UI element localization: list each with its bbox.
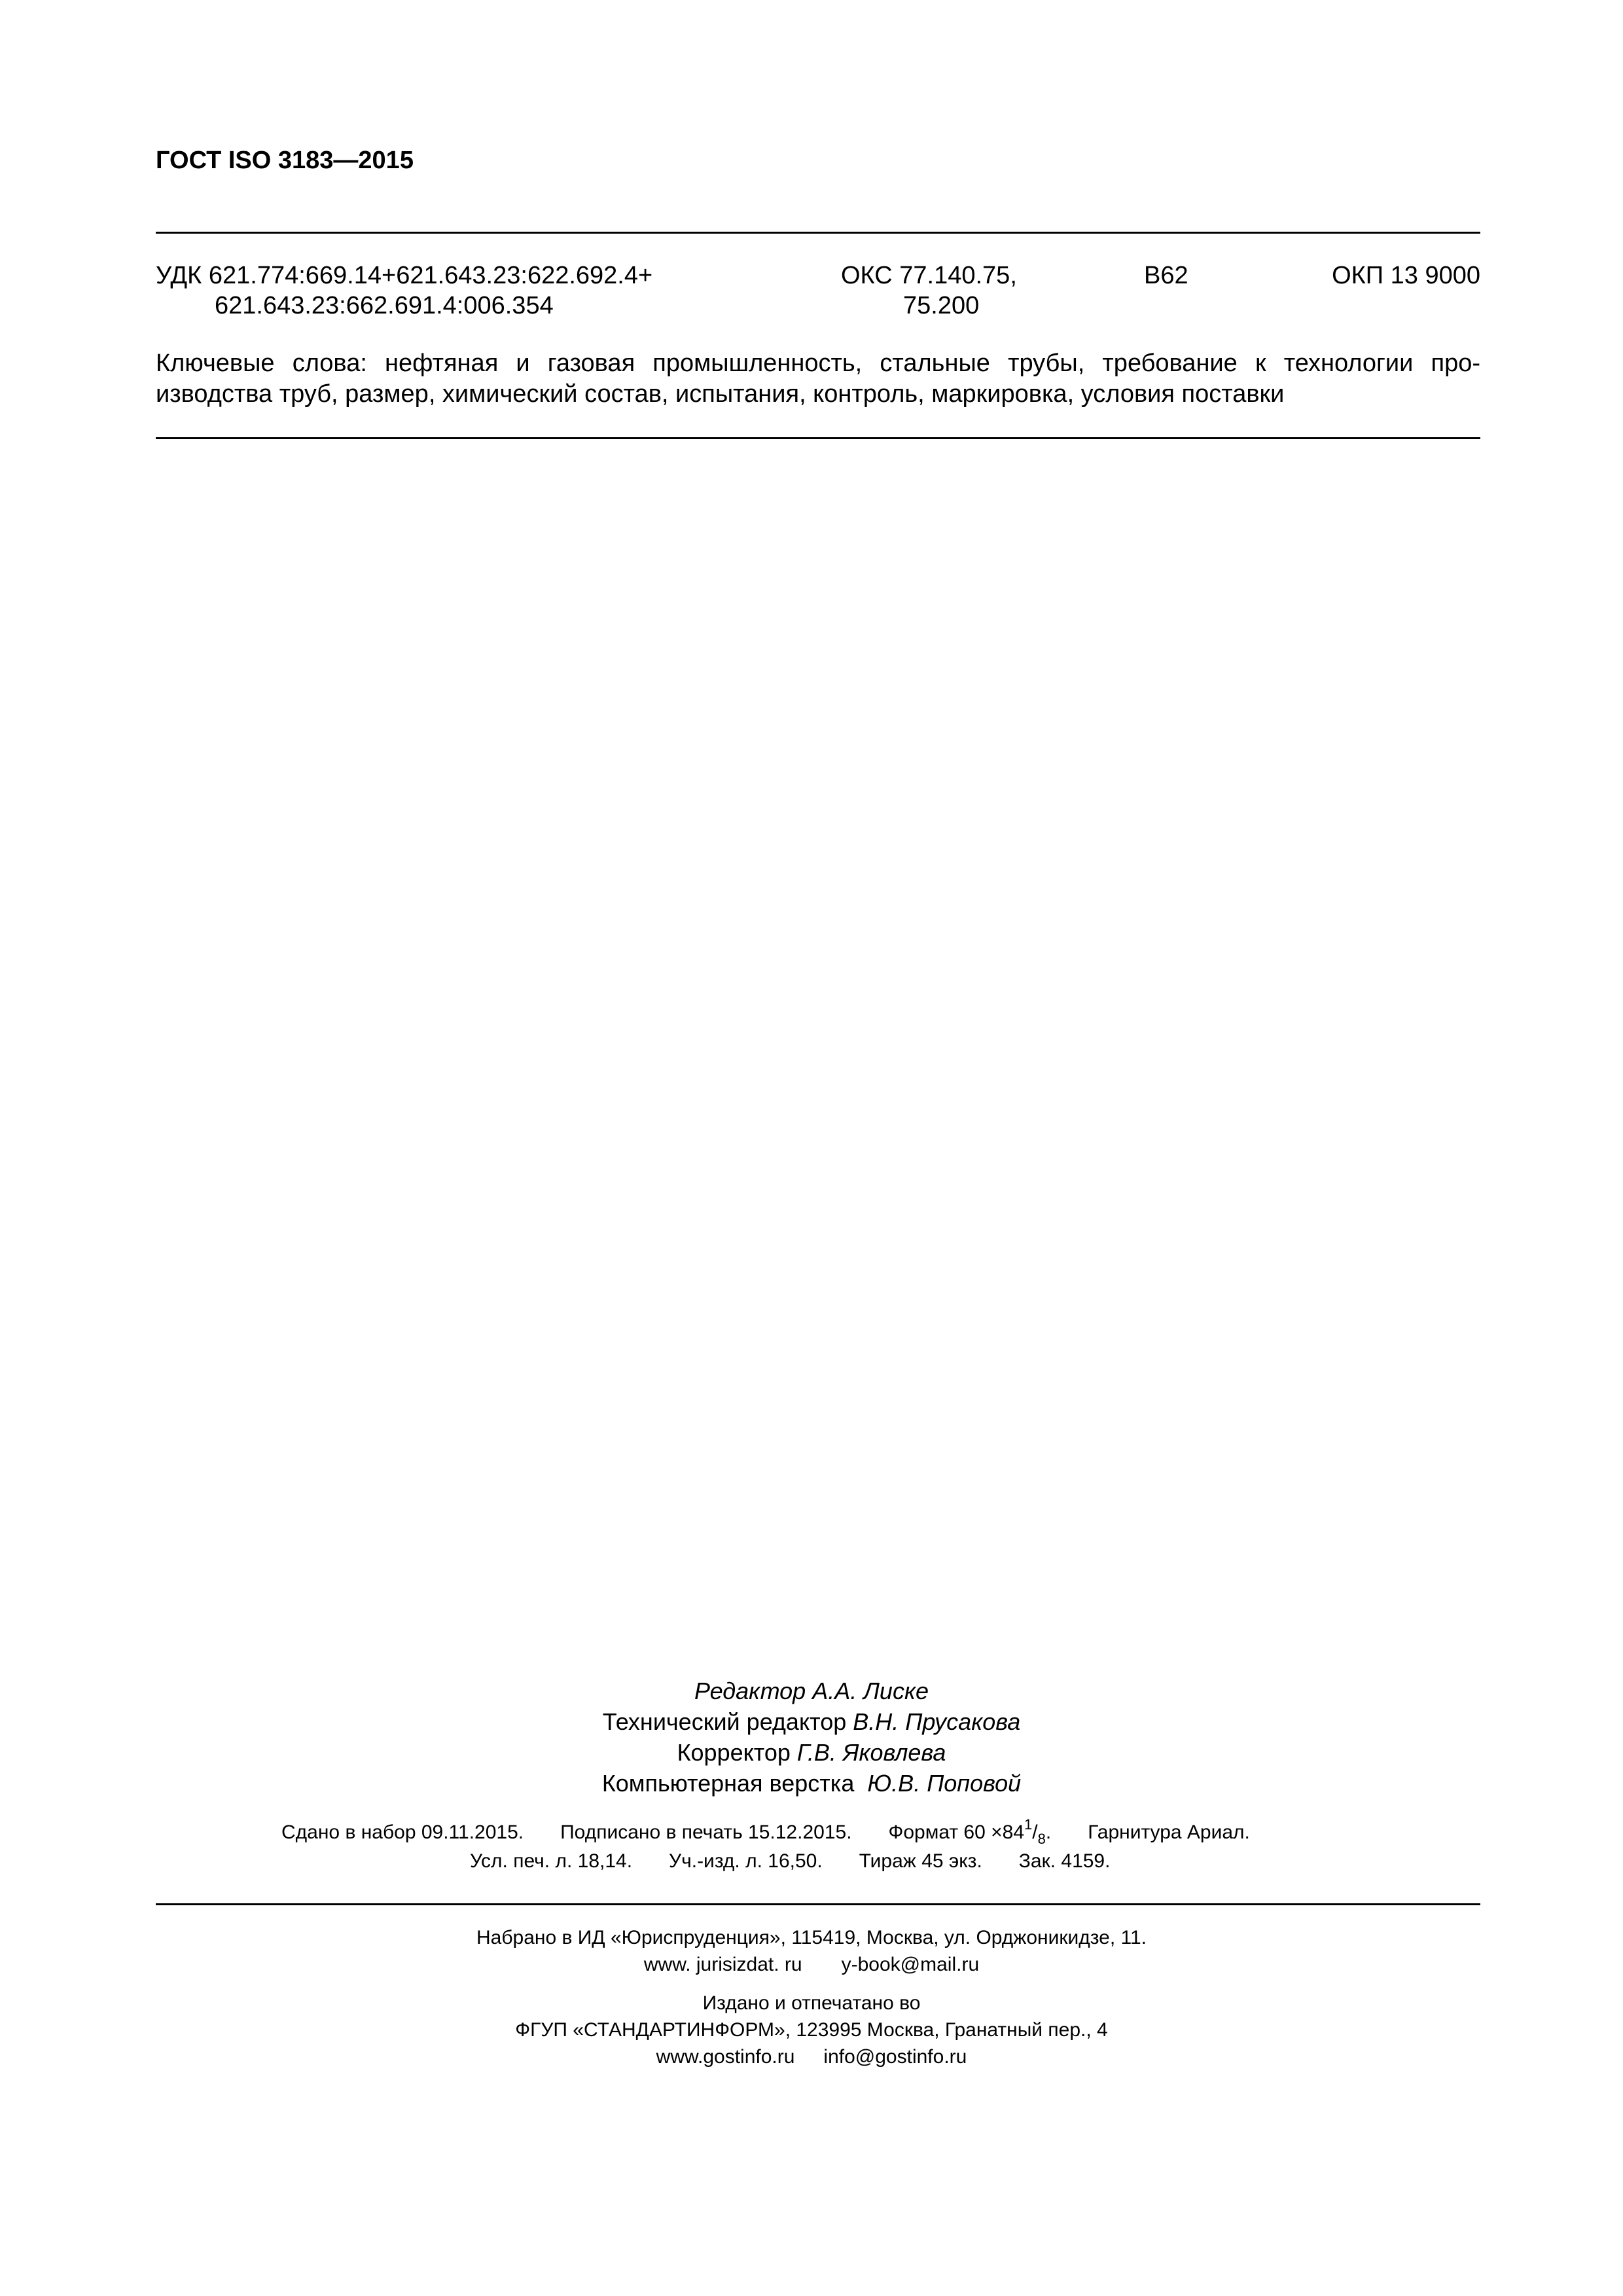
typeset-contacts: [0, 1951, 1623, 1978]
credits-block: [0, 1676, 1623, 1799]
corrector-label: Корректор: [677, 1739, 791, 1766]
submitted-date: Сдано в набор 09.11.2015.: [281, 1821, 524, 1843]
tech-editor-name: В.Н. Прусакова: [853, 1708, 1021, 1735]
layout-label: Компьютерная верстка: [601, 1770, 855, 1797]
document-title: ГОСТ ISO 3183—2015: [156, 147, 414, 174]
print-run: Тираж 45 экз.: [859, 1850, 982, 1872]
oks-line-1: ОКС 77.140.75,: [841, 262, 1017, 289]
typeset-site: www. jurisizdat. ru: [643, 1954, 802, 1975]
oks-line-2: 75.200: [903, 292, 980, 319]
edit-sheets: Уч.-изд. л. 16,50.: [669, 1850, 823, 1872]
typeset-block: [0, 1924, 1623, 1978]
udk-line-1: УДК 621.774:669.14+621.643.23:622.692.4+: [156, 262, 653, 289]
keywords-block: [156, 348, 1480, 410]
top-rule: [156, 232, 1480, 234]
corrector-name: Г.В. Яковлева: [796, 1739, 946, 1766]
format-info: Формат $60 \times 84^1/_8$.: [888, 1816, 1052, 1847]
typeset-line: Набрано в ИД «Юриспруденция», 115419, Москва, ул. Орджоникидзе, 11.: [476, 1927, 1147, 1948]
tech-editor-line: [0, 1706, 1623, 1737]
printed-line-1: Издано и отпечатано во: [702, 1992, 921, 2014]
editor-name: А.А. Лиске: [812, 1677, 929, 1704]
printed-contacts: [0, 2043, 1623, 2070]
print-sheets: Усл. печ. л. 18,14.: [470, 1850, 633, 1872]
editor-line: [0, 1676, 1623, 1706]
keywords-rule: [156, 437, 1480, 439]
printed-email: info@gostinfo.ru: [823, 2046, 967, 2068]
publisher-rule: [156, 1903, 1480, 1905]
signed-date: Подписано в печать 15.12.2015.: [560, 1821, 852, 1843]
udk-line-2: 621.643.23:662.691.4:006.354: [215, 292, 554, 319]
print-info-line-2: [470, 1848, 1110, 1874]
tech-editor-label: Технический редактор: [602, 1708, 847, 1735]
print-info-line-1: [281, 1816, 1250, 1847]
keywords-line-1: Ключевые слова: нефтяная и газовая промышленность, стальные трубы, требование к технологии про-: [156, 350, 1480, 377]
corrector-line: [0, 1737, 1623, 1768]
layout-line: [0, 1768, 1623, 1799]
editor-label: Редактор: [694, 1677, 806, 1704]
typeface-info: Гарнитура Ариал.: [1088, 1821, 1250, 1843]
keywords-line-2: изводства труб, размер, химический состав, испытания, контроль, маркировка, условия поставки: [156, 380, 1285, 408]
printed-block: [0, 1990, 1623, 2070]
okp-code: ОКП 13 9000: [1332, 262, 1480, 289]
layout-name: Ю.В. Поповой: [867, 1770, 1022, 1797]
order-number: Зак. 4159.: [1018, 1850, 1111, 1872]
group-code: В62: [1144, 262, 1188, 289]
printed-line-2: ФГУП «СТАНДАРТИНФОРМ», 123995 Москва, Гранатный пер., 4: [515, 2019, 1108, 2041]
printed-site: www.gostinfo.ru: [656, 2046, 795, 2068]
typeset-email: y-book@mail.ru: [841, 1954, 980, 1975]
